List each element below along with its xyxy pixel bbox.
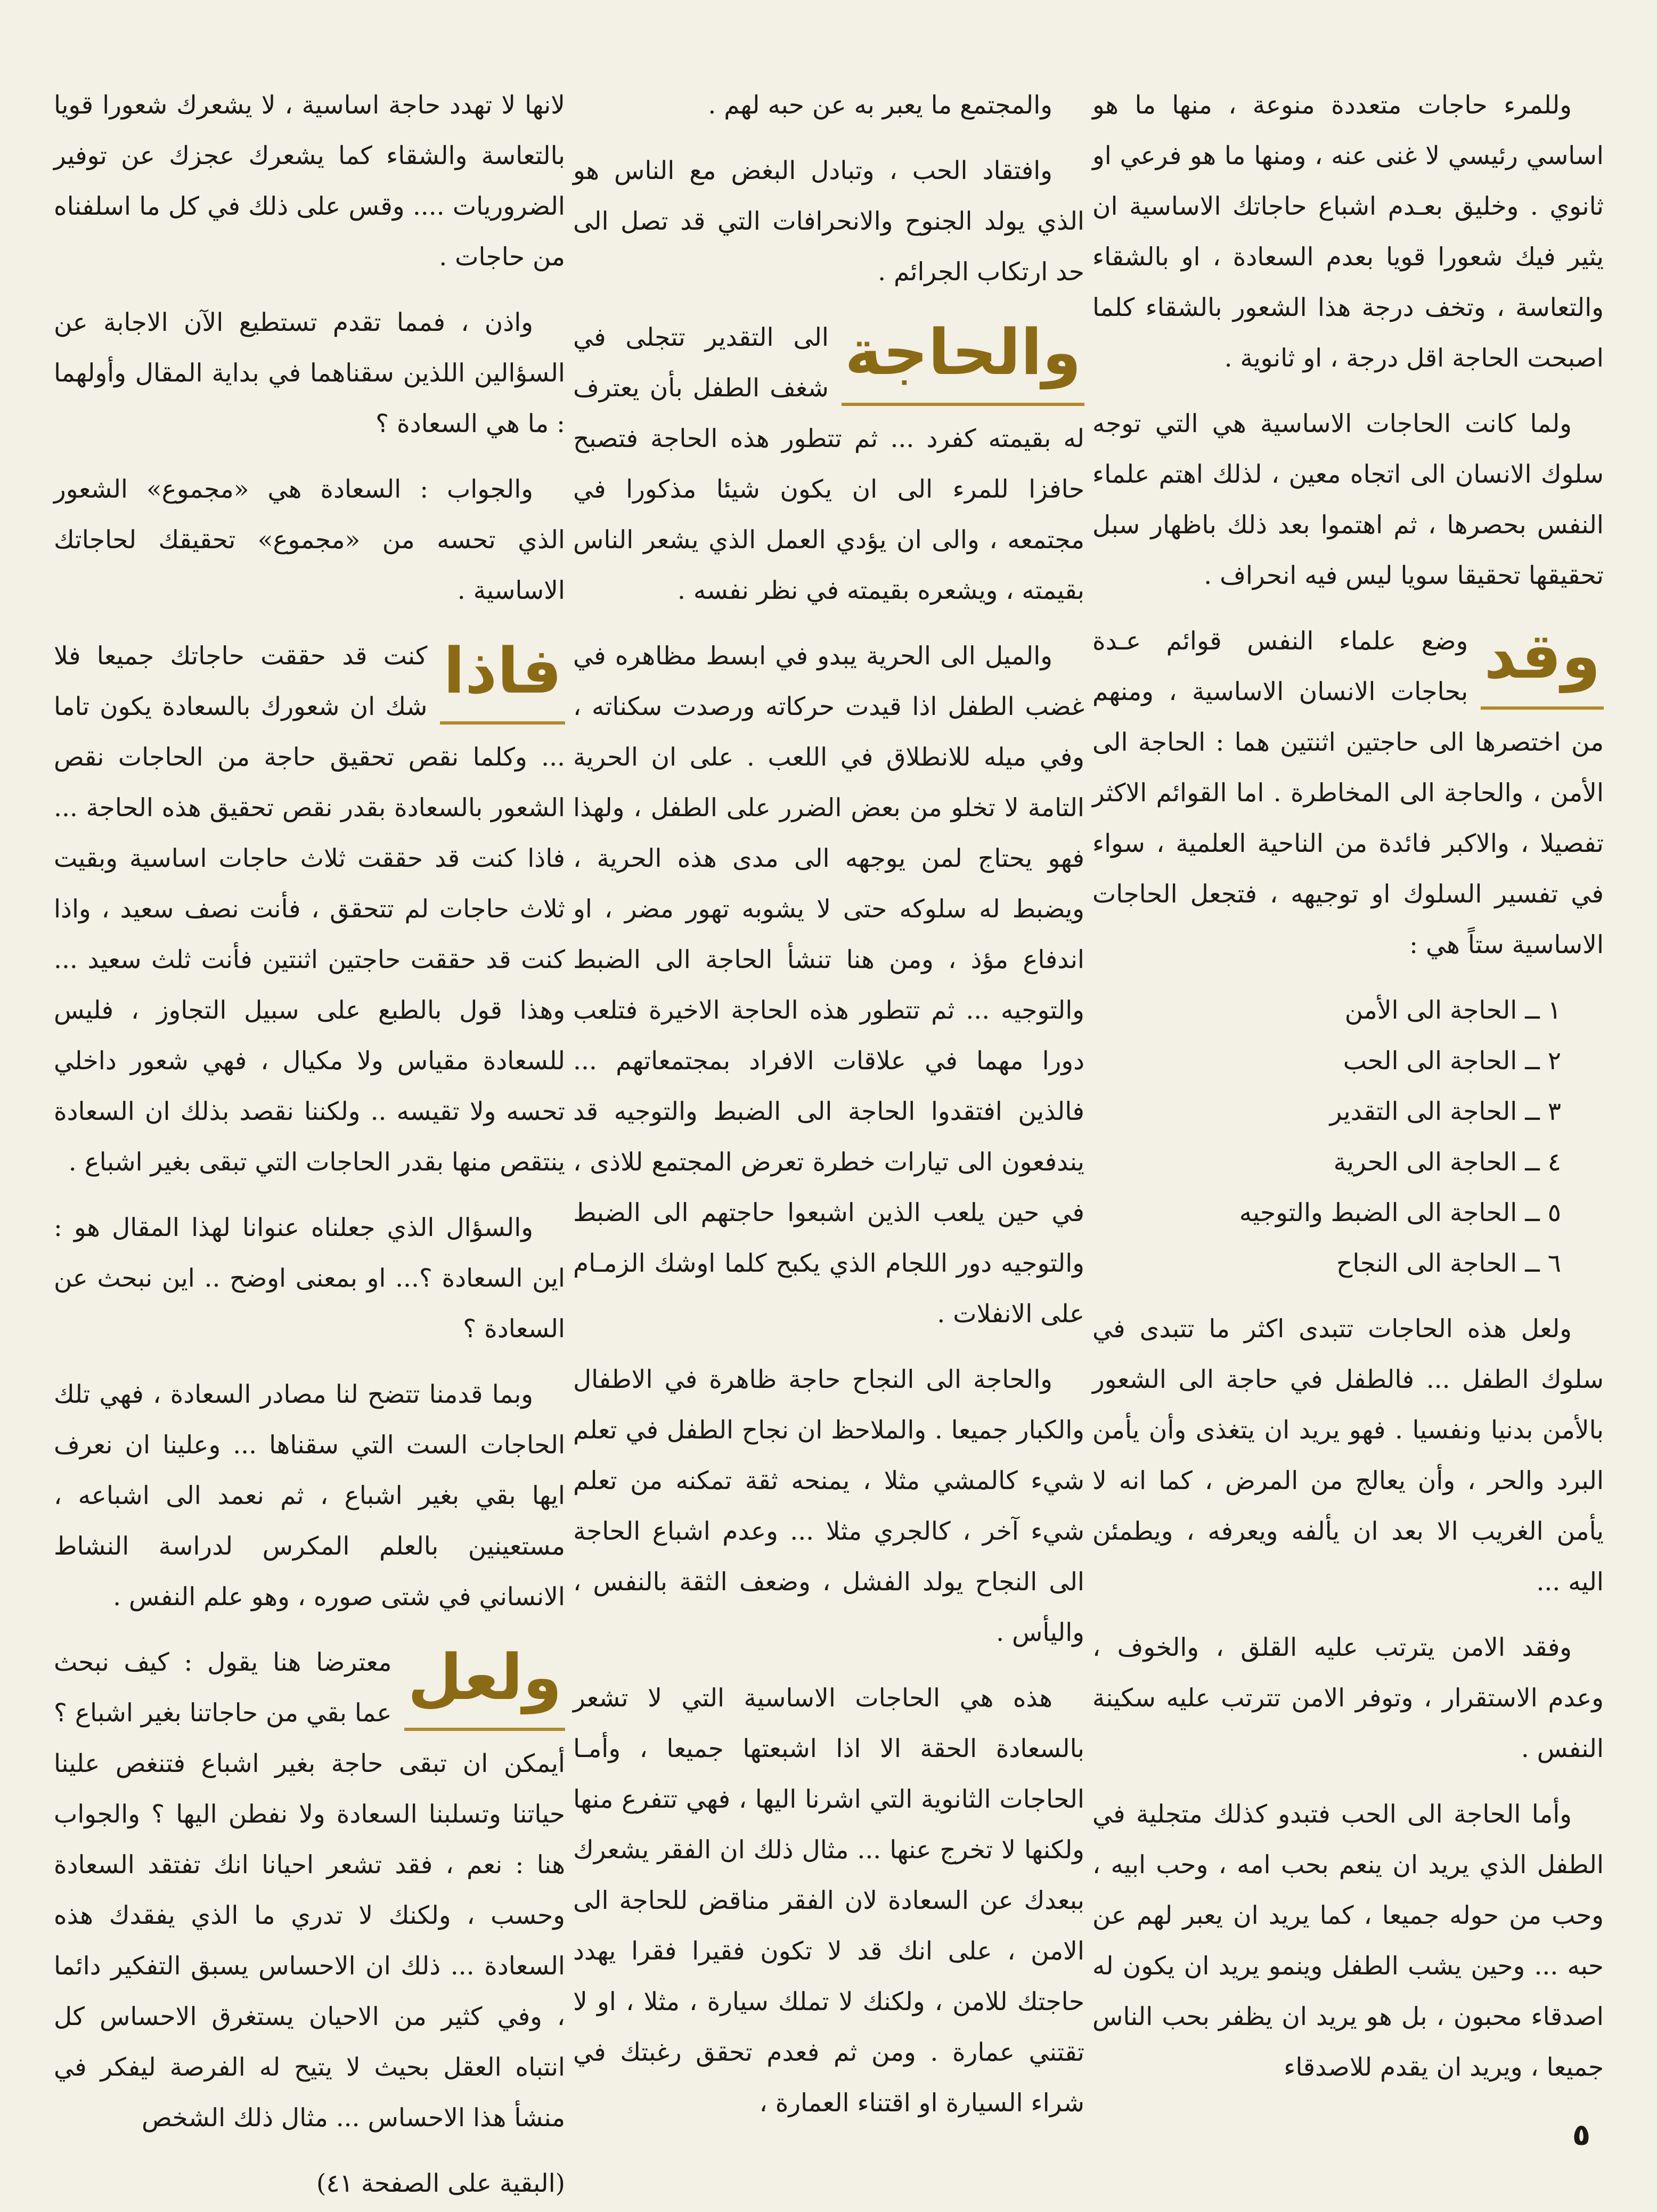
paragraph: ولما كانت الحاجات الاساسية هي التي توجه سلوك الانسان الى اتجاه معين ، لذلك اهتم علماء النفس بحصرها ، ثم اهتموا بعد ذلك باظهار سبل تحقيقها تحقيقا سويا ليس فيه انحراف . bbox=[1092, 409, 1604, 590]
paragraph: والجواب : السعادة هي «مجموع» الشعور الذي تحسه من «مجموع» تحقيقك لحاجاتك الاساسية . bbox=[54, 475, 565, 605]
paragraph: وللمرء حاجات متعددة منوعة ، منها ما هو اساسي رئيسي لا غنى عنه ، ومنها ما هو فرعي او ثانوي . وخليق بعـدم اشباع حاجاتك الاساسية ان يثير فيك شعورا قويا بعدم السعادة ، او بالشقاء والتعاسة ، وتخف درجة هذا الشعور بالشقاء كلما اصبحت الحاجة اقل درجة ، او ثانوية . bbox=[1092, 91, 1604, 373]
paragraph bbox=[54, 631, 565, 1188]
list-item: ٦ ــ الحاجة الى النجاح bbox=[1336, 1249, 1561, 1278]
paragraph: لانها لا تهدد حاجة اساسية ، لا يشعرك شعورا قويا بالتعاسة والشقاء كما يشعرك عجزك عن توفير الضروريات .... وقس على ذلك في كل ما اسلفناه من حاجات . bbox=[54, 91, 565, 272]
list-item: ٢ ــ الحاجة الى الحب bbox=[1343, 1046, 1561, 1076]
paragraph-text: معترضا هنا يقول : كيف نبحث عما بقي من حاجاتنا بغير اشباع ؟ أيمكن ان تبقى حاجة بغير اشباع فتنغص علينا حياتنا وتسلبنا السعادة ولا نفطن اليها ؟ والجواب هنا : نعم ، فقد تشعر احيانا انك تفتقد السعادة وحسب ، ولكنك لا تدري ما الذي يفقدك هذه السعادة ... ذلك ان الاحساس يسبق التفكير دائما ، وفي كثير من الاحيان يستغرق الاحساس كل انتباه العقل بحيث لا يتيح له الفرصة ليفكر في منشأ هذا الاحساس ... مثال ذلك الشخص bbox=[54, 1648, 565, 2133]
paragraph-text: الى التقدير تتجلى في شغف الطفل بأن يعترف له بقيمته كفرد ... ثم تتطور هذه الحاجة فتصبح حافزا للمرء الى ان يكون شيئا مذكورا في مجتمعه ، والى ان يؤدي العمل الذي يشعر الناس بقيمته ، ويشعره بقيمته في نظر نفسه . bbox=[573, 323, 1084, 605]
paragraph: والحاجة الى النجاح حاجة ظاهرة في الاطفال والكبار جميعا . والملاحظ ان نجاح الطفل في تعلم شيء كالمشي مثلا ، يمنحه ثقة تمكنه من تعلم شيء آخر ، كالجري مثلا ... وعدم اشباع الحاجة الى النجاح يولد الفشل ، وضعف الثقة بالنفس ، واليأس . bbox=[573, 1365, 1084, 1647]
paragraph: وفقد الامن يترتب عليه القلق ، والخوف ، وعدم الاستقرار ، وتوفر الامن تترتب عليه سكينة النفس . bbox=[1092, 1633, 1604, 1763]
paragraph: والمجتمع ما يعبر به عن حبه لهم . bbox=[708, 91, 1052, 120]
decorative-initial-word: فاذا bbox=[440, 631, 565, 725]
continuation-note: (البقية على الصفحة ٤١) bbox=[316, 2169, 565, 2198]
column-left bbox=[54, 80, 565, 2209]
paragraph bbox=[573, 312, 1084, 616]
paragraph: هذه هي الحاجات الاساسية التي لا تشعر بالسعادة الحقة الا اذا اشبعتها جميعا ، وأمـا الحاجات الثانوية التي اشرنا اليها ، فهي تتفرع منها ولكنها لا تخرج عنها ... مثال ذلك ان الفقر يشعرك ببعدك عن السعادة لان الفقر مناقض للحاجة الى الامن ، على انك قد لا تكون فقيرا فقرا يهدد حاجتك للامن ، ولكنك لا تملك سيارة ، مثلا ، او لا تقتني عمارة . ومن ثم فعدم تحقق رغبتك في شراء السيارة او اقتناء العمارة ، bbox=[573, 1684, 1084, 2118]
list-item: ٥ ــ الحاجة الى الضبط والتوجيه bbox=[1239, 1198, 1561, 1227]
paragraph: وبما قدمنا تتضح لنا مصادر السعادة ، فهي تلك الحاجات الست التي سقناها ... وعلينا ان نعرف ايها بقي بغير اشباع ، ثم نعمد الى اشباعه ، مستعينين بالعلم المكرس لدراسة النشاط الانساني في شتى صوره ، وهو علم النفس . bbox=[54, 1380, 565, 1612]
paragraph-text: كنت قد حققت حاجاتك جميعا فلا شك ان شعورك بالسعادة يكون تاما ... وكلما نقص تحقيق حاجة من الحاجات نقص الشعور بالسعادة بقدر نقص تحقيق هذه الحاجة ... فاذا كنت قد حققت ثلاث حاجات اساسية وبقيت ثلاث حاجات لم تتحقق ، فأنت نصف سعيد ، واذا كنت قد حققت حاجتين اثنتين فأنت ثلث سعيد ... وهذا قول بالطبع على سبيل التجاوز ، فليس للسعادة مقياس ولا مكيال ، فهي شعور داخلي تحسه ولا تقيسه .. ولكننا نقصد بذلك ان السعادة ينتقص منها بقدر الحاجات التي تبقى بغير اشباع . bbox=[54, 641, 565, 1177]
decorative-initial-word: والحاجة bbox=[842, 312, 1084, 406]
column-middle bbox=[573, 80, 1084, 2143]
list-item: ١ ــ الحاجة الى الأمن bbox=[1344, 996, 1561, 1025]
list-item: ٣ ــ الحاجة الى التقدير bbox=[1329, 1097, 1561, 1126]
list-item: ٤ ــ الحاجة الى الحرية bbox=[1333, 1148, 1561, 1177]
decorative-initial-word: ولعل bbox=[404, 1637, 565, 1731]
page-number: ٥ bbox=[1572, 2118, 1590, 2152]
column-right bbox=[1092, 80, 1604, 2108]
paragraph: وأما الحاجة الى الحب فتبدو كذلك متجلية في الطفل الذي يريد ان ينعم بحب امه ، وحب ابيه ، وحب من حوله جميعا ، كما يريد ان يعبر لهم عن حبه ... وحين يشب الطفل وينمو يريد ان يكون له اصدقاء محبون ، بل هو يريد ان يظفر بحب الناس جميعا ، ويريد ان يقدم للاصدقاء bbox=[1092, 1800, 1604, 2082]
needs-list bbox=[1092, 985, 1604, 1289]
paragraph bbox=[54, 1637, 565, 2143]
paragraph: والميل الى الحرية يبدو في ابسط مظاهره في غضب الطفل اذا قيدت حركاته ورصدت سكناته ، وفي ميله للانطلاق في اللعب . على ان الحرية التامة لا تخلو من بعض الضرر على الطفل ، ولهذا فهو يحتاج لمن يوجهه الى مدى هذه الحرية ، ويضبط له سلوكه حتى لا يشوبه تهور مضر ، او اندفاع مؤذ ، ومن هنا تنشأ الحاجة الى الضبط والتوجيه ... ثم تتطور هذه الحاجة الاخيرة فتلعب دورا مهما في علاقات الافراد بمجتمعاتهم ... فالذين افتقدوا الحاجة الى الضبط والتوجيه قد يندفعون الى تيارات خطرة تعرض المجتمع للاذى ، في حين يلعب الذين اشبعوا حاجتهم الى الضبط والتوجيه دور اللجام الذي يكبح كلما اوشك الزمـام على الانفلات . bbox=[573, 641, 1084, 1329]
paragraph: وافتقاد الحب ، وتبادل البغض مع الناس هو الذي يولد الجنوح والانحرافات التي قد تصل الى حد ارتكاب الجرائم . bbox=[573, 156, 1084, 287]
paragraph bbox=[1092, 616, 1604, 970]
paragraph-text: وضع علماء النفس قوائم عـدة بحاجات الانسان الاساسية ، ومنهم من اختصرها الى حاجتين اثنتين هما : الحاجة الى الأمن ، والحاجة الى المخاطرة . اما القوائم الاكثر تفصيلا ، والاكبر فائدة من الناحية العلمية ، سواء في تفسير السلوك او توجيهه ، فتجعل الحاجات الاساسية ستاً هي : bbox=[1092, 627, 1604, 959]
paragraph: والسؤال الذي جعلناه عنوانا لهذا المقال هو : اين السعادة ؟... او بمعنى اوضح .. اين نبحث عن السعادة ؟ bbox=[54, 1213, 565, 1344]
decorative-initial-word: وقد bbox=[1481, 616, 1604, 710]
paragraph: ولعل هذه الحاجات تتبدى اكثر ما تتبدى في سلوك الطفل ... فالطفل في حاجة الى الشعور بالأمن بدنيا ونفسيا . فهو يريد ان يتغذى وأن يأمن البرد والحر ، وأن يعالج من المرض ، كما انه لا يأمن الغريب الا بعد ان يألفه ويعرفه ، ويطمئن اليه ... bbox=[1092, 1314, 1604, 1597]
paragraph: واذن ، فمما تقدم تستطيع الآن الاجابة عن السؤالين اللذين سقناهما في بداية المقال وأولهما : ما هي السعادة ؟ bbox=[54, 308, 565, 438]
